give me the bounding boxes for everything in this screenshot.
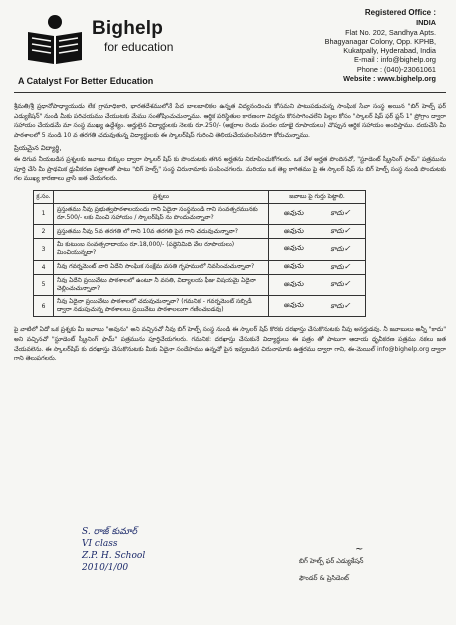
table-row [34, 203, 366, 224]
answer-no-label: కాదు [330, 227, 344, 236]
table-header-row [34, 190, 366, 203]
answer-cell[interactable] [269, 274, 366, 295]
student-signature: S. రాజ్ కుమార్ [82, 527, 137, 537]
question-text: ప్రస్తుతము నీవు 5వ తరగతి లో గాని 10వ తరగతి పైన గాని చదువుచున్నావా? [54, 225, 269, 239]
answer-cell[interactable] [269, 203, 366, 224]
answer-no-option[interactable] [330, 208, 350, 219]
column-header-answer: జవాబు పై గుర్తు పెట్టాలి. [269, 190, 366, 203]
founder-signature-mark: ~ [355, 544, 364, 555]
column-header-questions: ప్రశ్నలు [54, 190, 269, 203]
answer-yes-option[interactable]: అవును [283, 244, 304, 253]
letterhead [14, 6, 446, 92]
date-note: 2010/1/00 [82, 563, 129, 573]
answer-no-label: కాదు [330, 280, 344, 289]
question-text: నీవు గవర్నమెంట్ వారి ఏదేని సాంఘిక సంక్షేమ వసతి గృహములో నివసించుచున్నావా? [54, 260, 269, 274]
check-mark-icon: ✓ [343, 300, 351, 310]
question-text: ప్రస్తుతము నీవు ప్రభుత్వపాఠశాలయందు గాని ఏదైనా సంస్థనుండి గాని సంవత్సరమునకు రూ.500/- లకు మించి సహాయం / స్కాలర్‌షిప్ ను పొందుచున్నావా? [54, 203, 269, 224]
salutation: ప్రియమైన విద్యార్థి, [14, 144, 62, 153]
answer-cell[interactable] [269, 225, 366, 239]
answer-cell[interactable] [269, 239, 366, 260]
answer-yes-option[interactable]: అవును [283, 262, 304, 271]
row-number: 3 [34, 239, 54, 260]
class-note: VI class [82, 539, 118, 549]
row-number: 5 [34, 274, 54, 295]
table-row [34, 225, 366, 239]
address-line-2: Bhagyanagar Colony, Opp. KPHB, [324, 36, 436, 46]
check-mark-icon: ✓ [343, 279, 351, 289]
answer-no-label: కాదు [330, 262, 344, 271]
instructions-paragraph: ఈ దిగువ నీయబడిన ప్రశ్నలకు జవాబు బిక్కుల ద్వారా స్కాలర్ షిప్ కు పొందుటకు తగిన అర్హతను నిరూపించుకోగలరు. ఒక వేళ అర్హత పొందినచో, "స్టూడెంట్ స్క్రీనింగ్ ఫామ్" పత్రమును పూర్తి చేసి మీ ప్రాథమిక ధ్రువీకరణ పత్రాలతో పాటు "బిగ్ హెల్ప్" సంస్థ చిరునామాకు పంపించగలరు. మరియు ఒక తెల్ల కాగితము పై ఈ స్కాలర్ షిప్ ను బిగ్ హెల్ప్ సంస్థ నుండి పొందుటకు గల ముఖ్య కారణాలు వ్రాసి జత చేయగలరు. [14, 155, 446, 183]
check-mark-icon: ✓ [343, 226, 351, 236]
question-text: మీ కుటుంబ సంవత్సరాదాయం రూ.18,000/- (పద్దెనిమిది వేల రూపాయలు) మించియున్నదా? [54, 239, 269, 260]
answer-yes-option[interactable]: అవును [283, 301, 304, 310]
row-number: 6 [34, 295, 54, 316]
answer-no-option[interactable] [330, 279, 350, 290]
address-line-3: Kukatpally, Hyderabad, India [343, 46, 436, 56]
answer-cell[interactable] [269, 260, 366, 274]
answer-no-label: కాదు [330, 209, 344, 218]
address-line-1: Flat No. 202, Sandhya Apts. [345, 27, 436, 37]
answer-no-option[interactable] [330, 244, 350, 255]
organization-name: బిగ్ హెల్ప్ ఫర్ ఎడ్యుకేషన్ [299, 557, 364, 565]
signatory-block [299, 544, 364, 587]
phone: Phone : (040)-23061061 [356, 64, 436, 74]
brand-subtitle: for education [104, 40, 174, 54]
row-number: 4 [34, 260, 54, 274]
open-book-logo-icon [24, 12, 86, 68]
answer-yes-option[interactable]: అవును [283, 226, 304, 235]
email: E-mail : info@bighelp.org [353, 55, 436, 65]
check-mark-icon: ✓ [343, 208, 351, 218]
answer-no-option[interactable] [330, 226, 350, 237]
header-divider [14, 92, 446, 93]
answer-yes-option[interactable]: అవును [283, 208, 304, 217]
tagline: A Catalyst For Better Education [18, 76, 154, 86]
question-text: నీవు ఏదైనా ప్రయివేటు పాఠశాలలో చదువుచున్నావా? (గమనిక - గవర్నమెంట్ సబ్సిడీ ద్వారా నడుపుచున్న పాఠశాలలు ప్రయివేటు పాఠశాలలుగా గణించబడవు) [54, 295, 269, 316]
registered-office-label: Registered Office : [364, 8, 436, 17]
check-mark-icon: ✓ [343, 243, 351, 253]
brand-name: Bighelp [92, 18, 164, 39]
registered-office-block [266, 8, 436, 83]
table-row [34, 295, 366, 316]
answer-no-option[interactable] [330, 301, 350, 312]
intro-paragraph: శ్రీమతి/శ్రీ ప్రధానోపాధ్యాయుడు లేక గ్రామాధికారి, భారతదేశములోనే పేద బాలబాలికల ఉన్నత విద్యనందించు కోసమని పాటుపడుచున్న సాంఘిక సేవా సంస్థ అయిన "బిగ్ హెల్ప్ ఫర్ ఎడ్యుకేషన్" నుండి మీకు పరిచయము చేయుటకు మేము సంతోషించుచున్నాము. ఆర్థిక పరిస్థితుల కారణంగా విద్యను కొనసాగించలేని పిల్లల కోసం "స్కాలర్ షిప్ ఫర్ ప్లస్ 1" ప్రోగ్రాం ద్వారా సహాయం చేయడమే మా సంస్థ ముఖ్య ఉద్దేశ్యం. అర్హులైన విద్యార్థులకు నెలకు రూ.250/- (అక్షరాల రెండు వందల యాభై రూపాయలు) చొప్పున ఆర్థిక సహాయం అందిస్తాము. దయచేసి మీ పాఠశాలలో 5 నుండి 10 వ తరగతి చదువుతున్న విద్యార్థులకు ఈ స్కాలర్‌షిప్ గురించి తెలియచేయవలసినదిగా కోరుచున్నాము. [14, 103, 446, 139]
column-header-sno: క్ర.సం. [34, 190, 54, 203]
signatory-title: ఫౌండర్ & ప్రెసిడెంట్ [299, 574, 349, 582]
school-note: Z.P. H. School [82, 551, 146, 561]
closing-paragraph: పై వాటిలో ఏదో ఒక ప్రశ్నకు మీ జవాబు "అవును" అని వచ్చినచో నీవు బిగ్ హెల్ప్ సంస్థ నుండి ఈ స్కాలర్ షిప్ కొరకు దరఖాస్తు చేసుకొనుటకు నీవు అనర్హుడవు. నీ జవాబులు అన్నీ "కాదు" అని వచ్చినచో "స్టూడెంట్ స్క్రీనింగ్ ఫామ్" పత్రమును పూర్తిచేయగలరు. గమనిక: దరఖాస్తు చేసుకునే విద్యార్థులు ఈ పత్రం తో పాటుగా ఆదాయ ధృవీకరణ పత్రము నకలు జత చేయవలెను. ఈ స్కాలర్‌షిప్ కు దరఖాస్తు చేసుకొనుటకు మీకు ఏదైనా సందేహము ఉన్నచో పైన ఇవ్వబడిన చిరునామాకు ఉత్తరము ద్వారా గాని, ఈ-మెయిల్ info@bighelp.org ద్వారా గాని తెలుపగలరు. [14, 326, 446, 363]
check-mark-icon: ✓ [343, 261, 351, 271]
answer-cell[interactable] [269, 295, 366, 316]
country: INDIA [416, 18, 436, 28]
website: Website : www.bighelp.org [343, 74, 436, 84]
table-row [34, 274, 366, 295]
row-number: 1 [34, 203, 54, 224]
answer-no-label: కాదు [330, 301, 344, 310]
student-handwritten-note [82, 526, 232, 574]
question-text: నీవు ఏదేని ప్రయివేటు పాఠశాలలో ఉంటూ నీ వసతి, విద్యాలయ ఫీజు విషయమై ఏదైనా చెల్లించుచున్నావా? [54, 274, 269, 295]
table-row [34, 239, 366, 260]
screening-questions-table [33, 190, 366, 318]
answer-yes-option[interactable]: అవును [283, 279, 304, 288]
answer-no-option[interactable] [330, 262, 350, 273]
row-number: 2 [34, 225, 54, 239]
answer-no-label: కాదు [330, 244, 344, 253]
table-row [34, 260, 366, 274]
